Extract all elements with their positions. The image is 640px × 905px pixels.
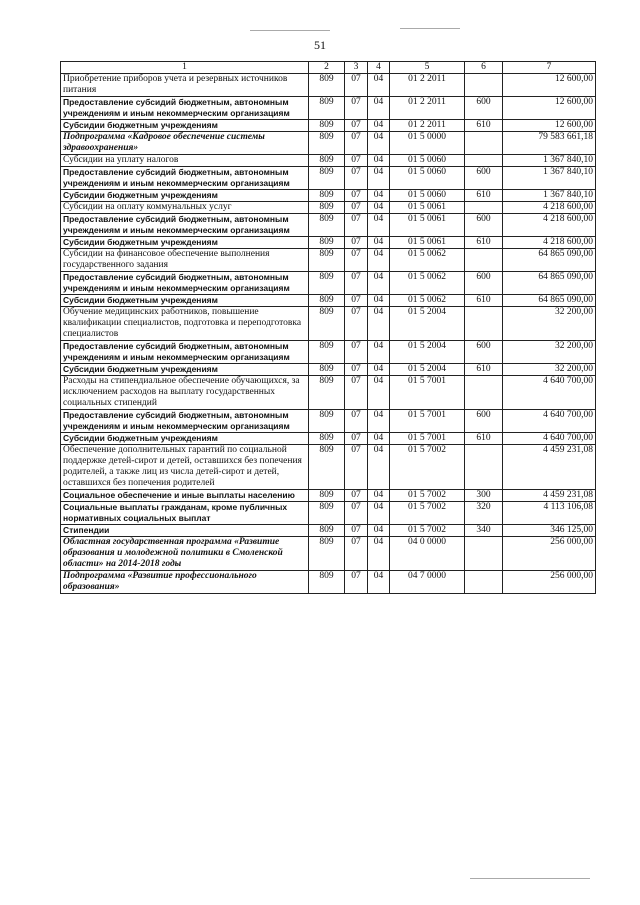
amount-cell: 4 459 231,08 — [503, 445, 596, 490]
expense-type-cell: 610 — [465, 237, 503, 249]
table-row — [61, 376, 596, 410]
table-row — [61, 120, 596, 132]
amount-cell: 1 367 840,10 — [503, 155, 596, 167]
target-article-cell: 01 2 2011 — [390, 74, 465, 97]
column-header: 3 — [345, 62, 368, 74]
target-article-cell: 01 5 0000 — [390, 132, 465, 155]
table-row — [61, 295, 596, 307]
ministry-code-cell: 809 — [309, 97, 345, 120]
ministry-code-cell: 809 — [309, 307, 345, 341]
subsection-cell: 04 — [368, 571, 390, 594]
amount-cell: 256 000,00 — [503, 537, 596, 571]
amount-cell: 4 640 700,00 — [503, 376, 596, 410]
ministry-code-cell: 809 — [309, 202, 345, 214]
ministry-code-cell: 809 — [309, 433, 345, 445]
ministry-code-cell: 809 — [309, 445, 345, 490]
page-number: 51 — [314, 38, 326, 52]
item-name-cell: Стипендии — [61, 525, 309, 537]
ministry-code-cell: 809 — [309, 410, 345, 433]
ministry-code-cell: 809 — [309, 341, 345, 364]
expense-type-cell — [465, 132, 503, 155]
section-cell: 07 — [345, 155, 368, 167]
amount-cell: 256 000,00 — [503, 571, 596, 594]
target-article-cell: 01 5 0061 — [390, 202, 465, 214]
subsection-cell: 04 — [368, 167, 390, 190]
amount-cell: 64 865 090,00 — [503, 249, 596, 272]
amount-cell: 64 865 090,00 — [503, 272, 596, 295]
item-name-cell: Субсидии на финансовое обеспечение выполнения государственного задания — [61, 249, 309, 272]
table-row — [61, 202, 596, 214]
table-row — [61, 272, 596, 295]
column-header: 5 — [390, 62, 465, 74]
subsection-cell: 04 — [368, 445, 390, 490]
amount-cell: 4 218 600,00 — [503, 202, 596, 214]
item-name-cell: Субсидии на оплату коммунальных услуг — [61, 202, 309, 214]
amount-cell: 1 367 840,10 — [503, 167, 596, 190]
amount-cell: 4 218 600,00 — [503, 237, 596, 249]
target-article-cell: 01 5 2004 — [390, 364, 465, 376]
section-cell: 07 — [345, 525, 368, 537]
subsection-cell: 04 — [368, 272, 390, 295]
target-article-cell: 01 5 7001 — [390, 433, 465, 445]
amount-cell: 4 640 700,00 — [503, 410, 596, 433]
section-cell: 07 — [345, 214, 368, 237]
item-name-cell: Предоставление субсидий бюджетным, автономным учреждениям и иным некоммерческим организациям — [61, 341, 309, 364]
item-name-cell: Субсидии бюджетным учреждениям — [61, 295, 309, 307]
column-header: 2 — [309, 62, 345, 74]
amount-cell: 12 600,00 — [503, 120, 596, 132]
item-name-cell: Субсидии на уплату налогов — [61, 155, 309, 167]
table-row — [61, 364, 596, 376]
amount-cell: 346 125,00 — [503, 525, 596, 537]
subsection-cell: 04 — [368, 132, 390, 155]
target-article-cell: 01 5 0062 — [390, 295, 465, 307]
table-row — [61, 190, 596, 202]
amount-cell: 79 583 661,18 — [503, 132, 596, 155]
table-row — [61, 132, 596, 155]
subsection-cell: 04 — [368, 249, 390, 272]
item-name-cell: Предоставление субсидий бюджетным, автономным учреждениям и иным некоммерческим организациям — [61, 167, 309, 190]
expense-type-cell: 610 — [465, 120, 503, 132]
target-article-cell: 01 2 2011 — [390, 97, 465, 120]
item-name-cell: Обучение медицинских работников, повышение квалификации специалистов, подготовка и переподготовка специалистов — [61, 307, 309, 341]
section-cell: 07 — [345, 376, 368, 410]
subsection-cell: 04 — [368, 97, 390, 120]
section-cell: 07 — [345, 433, 368, 445]
item-name-cell: Субсидии бюджетным учреждениям — [61, 190, 309, 202]
column-header: 7 — [503, 62, 596, 74]
ministry-code-cell: 809 — [309, 132, 345, 155]
section-cell: 07 — [345, 190, 368, 202]
subsection-cell: 04 — [368, 120, 390, 132]
table-row — [61, 155, 596, 167]
subsection-cell: 04 — [368, 537, 390, 571]
section-cell: 07 — [345, 364, 368, 376]
ministry-code-cell: 809 — [309, 376, 345, 410]
ministry-code-cell: 809 — [309, 272, 345, 295]
expense-type-cell: 600 — [465, 272, 503, 295]
section-cell: 07 — [345, 120, 368, 132]
amount-cell: 4 113 106,08 — [503, 502, 596, 525]
target-article-cell: 01 5 2004 — [390, 307, 465, 341]
table-row — [61, 410, 596, 433]
target-article-cell: 04 0 0000 — [390, 537, 465, 571]
ministry-code-cell: 809 — [309, 120, 345, 132]
subsection-cell: 04 — [368, 364, 390, 376]
section-cell: 07 — [345, 237, 368, 249]
item-name-cell: Подпрограмма «Развитие профессионального образования» — [61, 571, 309, 594]
amount-cell: 1 367 840,10 — [503, 190, 596, 202]
expense-type-cell — [465, 74, 503, 97]
column-header: 1 — [61, 62, 309, 74]
item-name-cell: Обеспечение дополнительных гарантий по социальной поддержке детей-сирот и детей, оставшихся без попечения родителей, а также лиц из числа детей-сирот и детей, оставшихся без попечения родителей — [61, 445, 309, 490]
target-article-cell: 01 5 0062 — [390, 249, 465, 272]
amount-cell: 4 218 600,00 — [503, 214, 596, 237]
ministry-code-cell: 809 — [309, 364, 345, 376]
table-row — [61, 74, 596, 97]
budget-table — [60, 61, 596, 594]
target-article-cell: 01 5 0060 — [390, 167, 465, 190]
expense-type-cell: 600 — [465, 214, 503, 237]
target-article-cell: 01 5 7001 — [390, 376, 465, 410]
scan-artifact-line — [470, 878, 590, 879]
section-cell: 07 — [345, 307, 368, 341]
expense-type-cell: 600 — [465, 167, 503, 190]
target-article-cell: 01 5 7002 — [390, 445, 465, 490]
subsection-cell: 04 — [368, 490, 390, 502]
item-name-cell: Предоставление субсидий бюджетным, автономным учреждениям и иным некоммерческим организациям — [61, 410, 309, 433]
amount-cell: 12 600,00 — [503, 97, 596, 120]
target-article-cell: 01 5 0061 — [390, 237, 465, 249]
section-cell: 07 — [345, 97, 368, 120]
expense-type-cell: 600 — [465, 341, 503, 364]
item-name-cell: Субсидии бюджетным учреждениям — [61, 120, 309, 132]
item-name-cell: Расходы на стипендиальное обеспечение обучающихся, за исключением расходов на выплату государственных социальных стипендий — [61, 376, 309, 410]
target-article-cell: 01 5 0060 — [390, 155, 465, 167]
ministry-code-cell: 809 — [309, 249, 345, 272]
ministry-code-cell: 809 — [309, 167, 345, 190]
section-cell: 07 — [345, 502, 368, 525]
table-row — [61, 97, 596, 120]
expense-type-cell: 320 — [465, 502, 503, 525]
expense-type-cell — [465, 307, 503, 341]
expense-type-cell: 600 — [465, 97, 503, 120]
expense-type-cell: 340 — [465, 525, 503, 537]
ministry-code-cell: 809 — [309, 490, 345, 502]
target-article-cell: 01 5 2004 — [390, 341, 465, 364]
ministry-code-cell: 809 — [309, 74, 345, 97]
section-cell: 07 — [345, 295, 368, 307]
scan-artifact-line — [250, 30, 330, 31]
item-name-cell: Предоставление субсидий бюджетным, автономным учреждениям и иным некоммерческим организациям — [61, 272, 309, 295]
ministry-code-cell: 809 — [309, 537, 345, 571]
expense-type-cell: 610 — [465, 433, 503, 445]
subsection-cell: 04 — [368, 502, 390, 525]
subsection-cell: 04 — [368, 433, 390, 445]
subsection-cell: 04 — [368, 214, 390, 237]
table-row — [61, 307, 596, 341]
ministry-code-cell: 809 — [309, 525, 345, 537]
amount-cell: 4 640 700,00 — [503, 433, 596, 445]
item-name-cell: Социальные выплаты гражданам, кроме публичных нормативных социальных выплат — [61, 502, 309, 525]
amount-cell: 32 200,00 — [503, 307, 596, 341]
expense-type-cell — [465, 445, 503, 490]
item-name-cell: Предоставление субсидий бюджетным, автономным учреждениям и иным некоммерческим организациям — [61, 214, 309, 237]
section-cell: 07 — [345, 571, 368, 594]
subsection-cell: 04 — [368, 341, 390, 364]
target-article-cell: 01 5 7001 — [390, 410, 465, 433]
subsection-cell: 04 — [368, 74, 390, 97]
subsection-cell: 04 — [368, 237, 390, 249]
section-cell: 07 — [345, 74, 368, 97]
ministry-code-cell: 809 — [309, 190, 345, 202]
ministry-code-cell: 809 — [309, 237, 345, 249]
table-row — [61, 249, 596, 272]
ministry-code-cell: 809 — [309, 155, 345, 167]
table-row — [61, 525, 596, 537]
subsection-cell: 04 — [368, 190, 390, 202]
expense-type-cell: 300 — [465, 490, 503, 502]
scan-artifact-line — [400, 28, 460, 29]
expense-type-cell: 610 — [465, 364, 503, 376]
item-name-cell: Областная государственная программа «Развитие образования и молодежной политики в Смоленской области» на 2014-2018 годы — [61, 537, 309, 571]
section-cell: 07 — [345, 490, 368, 502]
target-article-cell: 01 5 7002 — [390, 502, 465, 525]
table-row — [61, 433, 596, 445]
subsection-cell: 04 — [368, 525, 390, 537]
target-article-cell: 01 5 0060 — [390, 190, 465, 202]
subsection-cell: 04 — [368, 202, 390, 214]
ministry-code-cell: 809 — [309, 502, 345, 525]
section-cell: 07 — [345, 132, 368, 155]
item-name-cell: Субсидии бюджетным учреждениям — [61, 433, 309, 445]
expense-type-cell: 610 — [465, 190, 503, 202]
section-cell: 07 — [345, 445, 368, 490]
item-name-cell: Приобретение приборов учета и резервных источников питания — [61, 74, 309, 97]
ministry-code-cell: 809 — [309, 295, 345, 307]
amount-cell: 64 865 090,00 — [503, 295, 596, 307]
section-cell: 07 — [345, 537, 368, 571]
section-cell: 07 — [345, 249, 368, 272]
table-row — [61, 445, 596, 490]
section-cell: 07 — [345, 167, 368, 190]
expense-type-cell — [465, 202, 503, 214]
amount-cell: 4 459 231,08 — [503, 490, 596, 502]
table-row — [61, 571, 596, 594]
table-row — [61, 490, 596, 502]
table-row — [61, 502, 596, 525]
ministry-code-cell: 809 — [309, 214, 345, 237]
expense-type-cell — [465, 249, 503, 272]
expense-type-cell — [465, 571, 503, 594]
target-article-cell: 04 7 0000 — [390, 571, 465, 594]
expense-type-cell — [465, 376, 503, 410]
column-header: 6 — [465, 62, 503, 74]
subsection-cell: 04 — [368, 410, 390, 433]
expense-type-cell — [465, 155, 503, 167]
section-cell: 07 — [345, 272, 368, 295]
header-row — [61, 62, 596, 74]
expense-type-cell — [465, 537, 503, 571]
amount-cell: 32 200,00 — [503, 364, 596, 376]
subsection-cell: 04 — [368, 307, 390, 341]
table-row — [61, 214, 596, 237]
item-name-cell: Социальное обеспечение и иные выплаты населению — [61, 490, 309, 502]
target-article-cell: 01 5 0062 — [390, 272, 465, 295]
target-article-cell: 01 5 0061 — [390, 214, 465, 237]
table-row — [61, 537, 596, 571]
amount-cell: 12 600,00 — [503, 74, 596, 97]
table-row — [61, 341, 596, 364]
item-name-cell: Субсидии бюджетным учреждениям — [61, 364, 309, 376]
section-cell: 07 — [345, 341, 368, 364]
subsection-cell: 04 — [368, 155, 390, 167]
section-cell: 07 — [345, 410, 368, 433]
target-article-cell: 01 2 2011 — [390, 120, 465, 132]
amount-cell: 32 200,00 — [503, 341, 596, 364]
subsection-cell: 04 — [368, 295, 390, 307]
expense-type-cell: 600 — [465, 410, 503, 433]
expense-type-cell: 610 — [465, 295, 503, 307]
table-row — [61, 167, 596, 190]
target-article-cell: 01 5 7002 — [390, 525, 465, 537]
item-name-cell: Подпрограмма «Кадровое обеспечение системы здравоохранения» — [61, 132, 309, 155]
target-article-cell: 01 5 7002 — [390, 490, 465, 502]
ministry-code-cell: 809 — [309, 571, 345, 594]
column-header: 4 — [368, 62, 390, 74]
section-cell: 07 — [345, 202, 368, 214]
item-name-cell: Субсидии бюджетным учреждениям — [61, 237, 309, 249]
subsection-cell: 04 — [368, 376, 390, 410]
item-name-cell: Предоставление субсидий бюджетным, автономным учреждениям и иным некоммерческим организациям — [61, 97, 309, 120]
table-row — [61, 237, 596, 249]
